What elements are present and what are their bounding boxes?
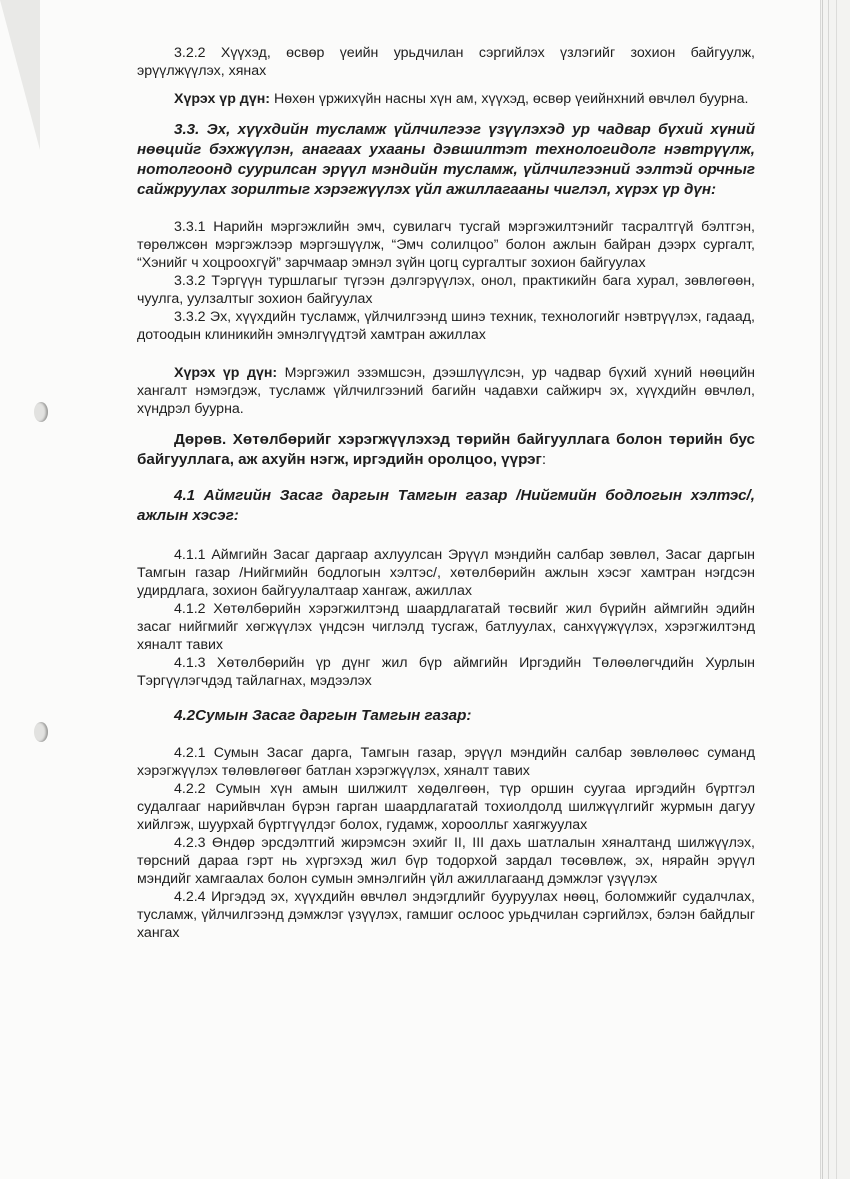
- result-paragraph-2: [137, 364, 755, 418]
- paragraph-4-1-3: 4.1.3 Хөтөлбөрийн үр дүнг жил бүр аймгийн Иргэдийн Төлөөлөгчдийн Хурлын Тэргүүлэгчдэд тайлагнах, мэдээлэх: [137, 655, 755, 689]
- paragraph-3-2-2: 3.2.2 Хүүхэд, өсвөр үеийн урьдчилан сэргийлэх үзлэгийг зохион байгуулж, эрүүлжүүлэх, хянах: [137, 45, 755, 79]
- paragraph-3-3-2: 3.3.2 Тэргүүн туршлагыг түгээн дэлгэрүүлэх, онол, практикийн бага хурал, зөвлөгөөн, чуулга, уулзалтыг зохион байгуулах: [137, 273, 755, 307]
- result-text: Мэргэжил эзэмшсэн, дээшлүүлсэн, ур чадвар бүхий хүний нөөцийн хангалт нэмэгдэж, тусламж үйлчилгээний багийн чадавхи сайжирч эх, хүүхдийн өвчлөл, хүндрэл буурна.: [137, 365, 755, 417]
- result-label: Хүрэх үр дүн:: [174, 91, 271, 107]
- heading-four-text: Дөрөв. Хөтөлбөрийг хэрэгжүүлэхэд төрийн байгууллага болон төрийн бус байгууллага, аж ахуйн нэгж, иргэдийн оролцоо, үүрэг: [137, 431, 755, 468]
- result-paragraph-1: [137, 90, 755, 108]
- paper-edge: [822, 0, 823, 1179]
- paper-edge: [836, 0, 837, 1179]
- paragraph-4-2-2: 4.2.2 Сумын хүн амын шилжилт хөдөлгөөн, түр оршин суугаа иргэдийн бүртгэл судалгааг нарийвчлан бүрэн гарган шаардлагатай тохиолдолд шилжүүлгийг журмын дагуу хийлгэж, шуурхай бүртгүүлдэг болох, гудамж, хороолльг хаягжуулах: [137, 781, 755, 833]
- punch-hole: [34, 722, 48, 742]
- heading-four: [137, 430, 755, 470]
- paragraph-4-1-1: 4.1.1 Аймгийн Засаг даргаар ахлуулсан Эрүүл мэндийн салбар зөвлөл, Засаг даргын Тамгын газар /Нийгмийн бодлогын хэлтэс/, хөтөлбөрийн ажлын хэсэг хамтран нэгдсэн удирдлага, зохион байгуулалтаар хангаж, ажиллах: [137, 547, 755, 599]
- result-text: Нөхөн үржихүйн насны хүн ам, хүүхэд, өсвөр үеийнхний өвчлөл буурна.: [270, 91, 749, 107]
- heading-4-2: 4.2Сумын Засаг даргын Тамгын газар:: [174, 707, 472, 724]
- heading-3-3: 3.3. Эх, хүүхдийн тусламж үйлчилгээг үзүүлэхэд ур чадвар бүхий хүний нөөцийг бэхжүүлэн, анагаах ухааны дэвшилтэт технологидолг нэвтрүүлж, нотолгоонд суурилсан эрүүл мэндийн тусламж, үйлчилгээний ээлтэй орчныг сайжруулах зорилтыг хэрэгжүүлэх үйл ажиллагааны чиглэл, хүрэх үр дүн:: [137, 121, 755, 198]
- page-corner-shadow: [0, 0, 40, 150]
- result-label: Хүрэх үр дүн:: [174, 365, 278, 381]
- paragraph-4-2-4: 4.2.4 Иргэдэд эх, хүүхдийн өвчлөл эндэгдлийг бууруулах нөөц, боломжийг судалчлах, тусламж, үйлчилгээнд дэмжлэг үзүүлэх, гамшиг ослоос урьдчилан сэргийлэх, бэлэн байдлыг хангах: [137, 889, 755, 941]
- paragraph-4-1-2: 4.1.2 Хөтөлбөрийн хэрэгжилтэнд шаардлагатай төсвийг жил бүрийн аймгийн эдийн засаг нийгмийг хөгжүүлэх үндсэн чиглэлд тусгаж, батлуулах, санхүүжүүлэх, хэрэгжилтэнд хяналт тавих: [137, 601, 755, 653]
- heading-4-1: 4.1 Аймгийн Засаг даргын Тамгын газар /Нийгмийн бодлогын хэлтэс/, ажлын хэсэг:: [137, 487, 755, 524]
- paper-edge: [828, 0, 829, 1179]
- punch-hole: [34, 402, 48, 422]
- paragraph-3-3-1: 3.3.1 Нарийн мэргэжлийн эмч, сувилагч тусгай мэргэжилтэнийг тасралтгүй бэлтгэн, төрөлжсөн мэргэжлээр мэргэшүүлж, “Эмч солилцоо” болон ажлын байран дээрх сургалт, “Хэнийг ч хоцроохгүй” зарчмаар эмнэл зүйн цогц сургалтыг зохион байгуулах: [137, 219, 755, 271]
- heading-four-colon: :: [541, 451, 547, 468]
- document-body: [137, 44, 755, 942]
- paragraph-3-3-2b: 3.3.2 Эх, хүүхдийн тусламж, үйлчилгээнд шинэ техник, технологийг нэвтрүүлэх, гадаад, дотоодын клиникийн эмнэлгүүдтэй хамтран ажиллах: [137, 309, 755, 343]
- paragraph-4-2-3: 4.2.3 Өндөр эрсдэлтгий жирэмсэн эхийг II, III дахь шатлалын хяналтанд шилжүүлэх, төрсний дараа гэрт нь хүргэхэд жил бүр тодорхой зардал төсөвлөж, эх, нярайн эрүүл мэндийг хамгаалах болон сумын эмнэлгийн үйл ажиллагаанд дэмжлэг үзүүлэх: [137, 835, 755, 887]
- paragraph-4-2-1: 4.2.1 Сумын Засаг дарга, Тамгын газар, эрүүл мэндийн салбар зөвлөлөөс суманд хэрэгжүүлэх төлөвлөгөөг батлан хэрэгжүүлэх, хяналт тавих: [137, 745, 755, 779]
